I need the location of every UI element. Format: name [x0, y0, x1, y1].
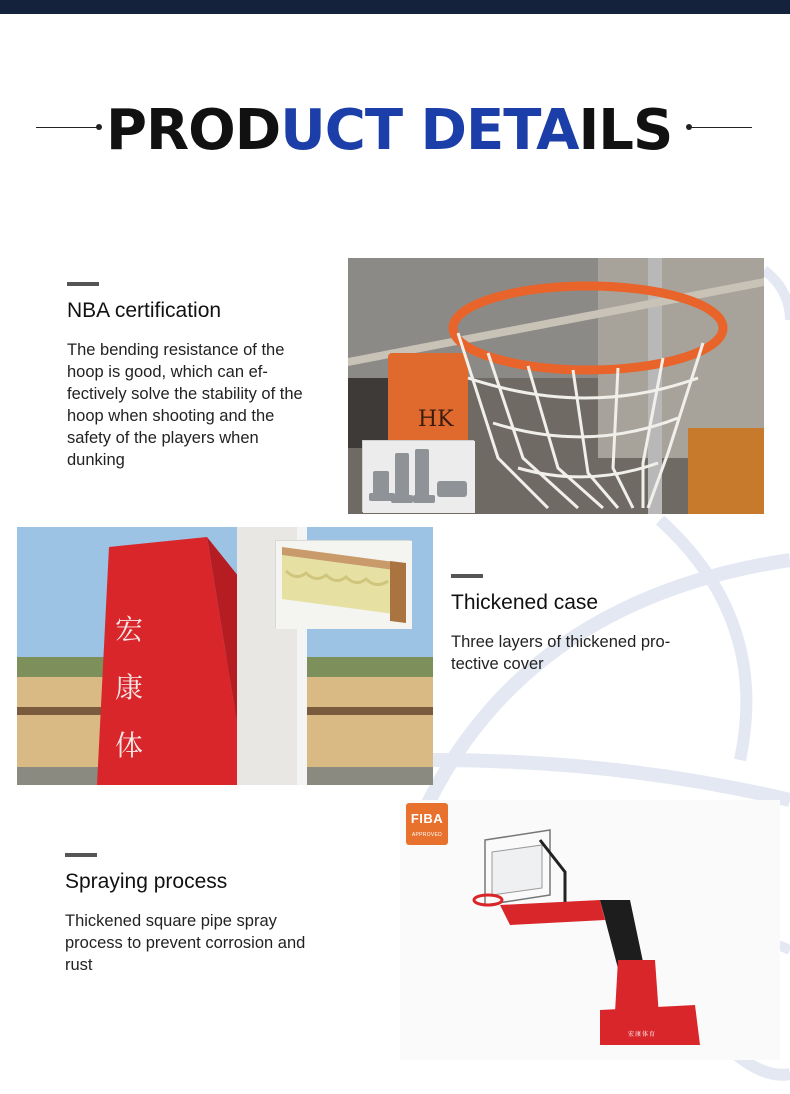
title-part-accent: UCT DETA	[280, 98, 579, 163]
case-char-1: 宏	[115, 613, 144, 646]
feature-accent-bar	[67, 282, 99, 286]
feature-accent-bar	[451, 574, 483, 578]
fiba-badge-sub: APPROVED	[411, 832, 443, 838]
case-char-3: 体	[115, 729, 144, 762]
stand-char-4: 育	[649, 1031, 656, 1038]
stand-char-2: 康	[635, 1031, 642, 1038]
page-title	[106, 96, 686, 166]
case-char-2: 康	[115, 671, 144, 704]
stand-char-1: 宏	[628, 1031, 635, 1038]
fiba-approved-badge	[406, 803, 448, 845]
feature-nba-certification	[67, 282, 317, 471]
feature-spraying-process	[65, 853, 315, 976]
fiba-badge-label: FIBA	[410, 811, 444, 826]
title-rule-left	[36, 127, 98, 128]
title-part-2: ILS	[578, 98, 673, 163]
feature-thickened-case	[451, 574, 711, 675]
feature-description: The bending resistance of the hoop is good, which can ef-fectively solve the stability of the hoop when shooting and the safety of the players when dunking	[67, 341, 303, 469]
bolts-inset-photo	[362, 440, 474, 512]
stand-char-3: 体	[642, 1031, 649, 1038]
basketball-stand-photo	[400, 800, 780, 1060]
feature-title: NBA certification	[67, 299, 222, 322]
hoop-brand-mark: HK	[418, 407, 454, 432]
top-bar	[0, 0, 790, 14]
title-part-1: PROD	[106, 98, 281, 163]
title-rule-right	[690, 127, 752, 128]
title-dot-left	[96, 124, 102, 130]
feature-title: Spraying process	[65, 870, 228, 893]
feature-description: Three layers of thickened pro-tective cover	[451, 633, 671, 673]
feature-description: Thickened square pipe spray process to prevent corrosion and rust	[65, 912, 306, 974]
foam-layers-inset-photo	[275, 540, 411, 628]
feature-accent-bar	[65, 853, 97, 857]
feature-title: Thickened case	[451, 591, 599, 614]
